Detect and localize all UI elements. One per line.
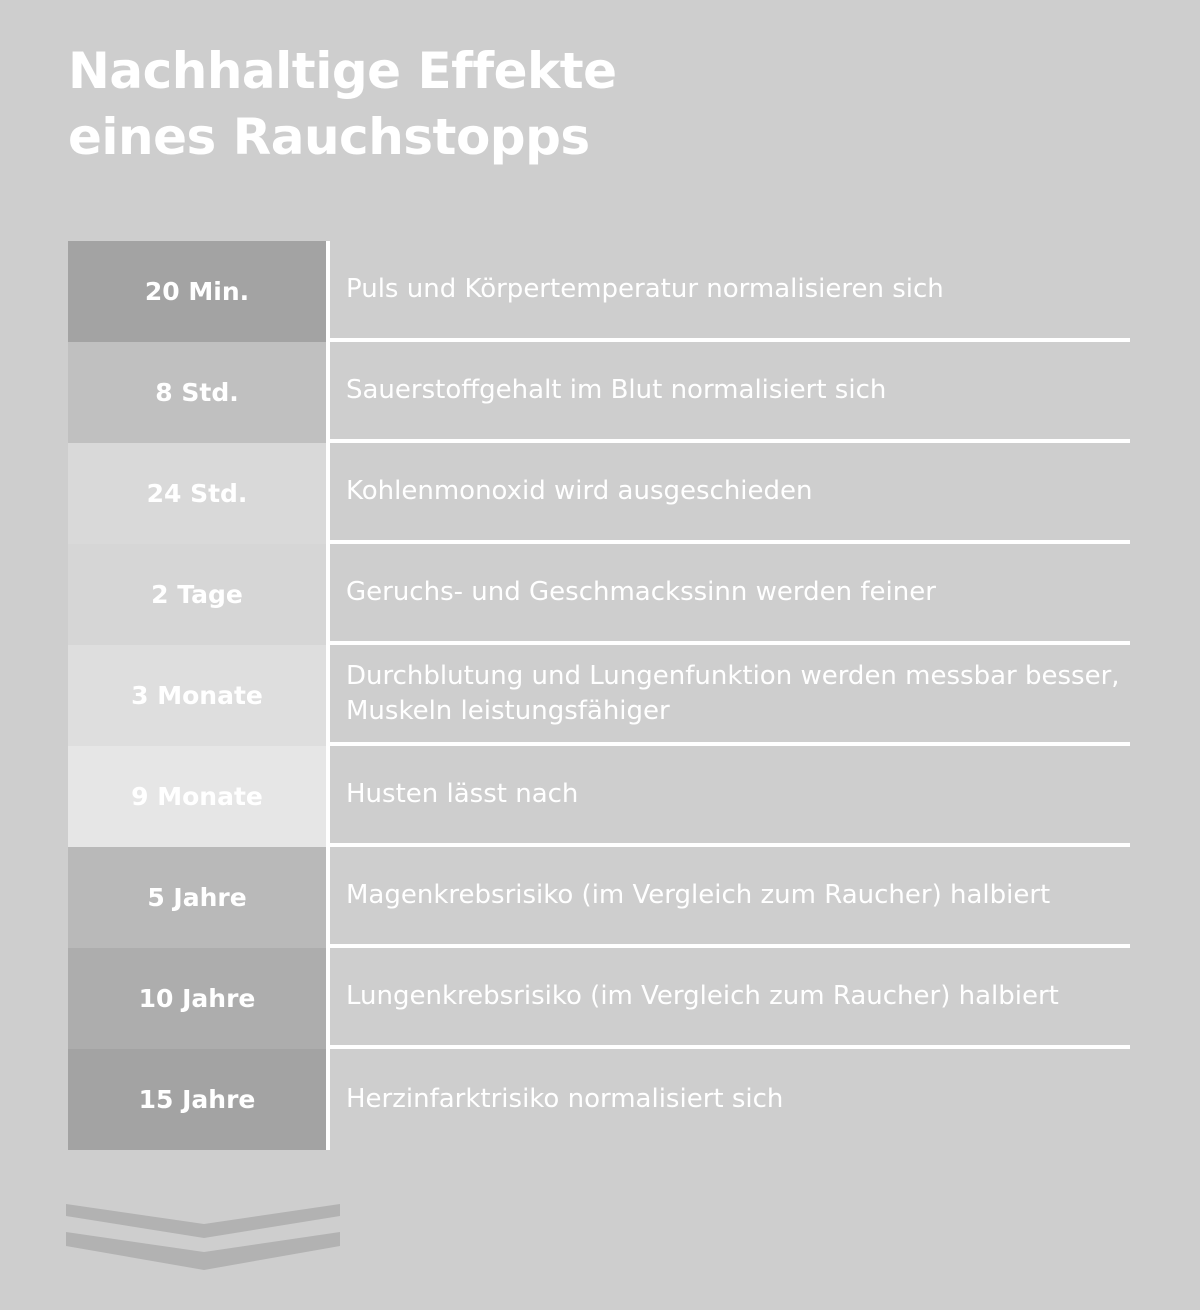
effect-description: Husten lässt nach — [330, 746, 1130, 847]
effect-description: Sauerstoffgehalt im Blut normalisiert sich — [330, 342, 1130, 443]
time-cell: 15 Jahre — [68, 1049, 326, 1150]
effects-table — [68, 241, 1130, 1150]
table-row — [68, 1049, 1130, 1150]
table-row — [68, 544, 1130, 645]
table-row — [68, 645, 1130, 746]
time-cell: 10 Jahre — [68, 948, 326, 1049]
effect-description: Geruchs- und Geschmackssinn werden feiner — [330, 544, 1130, 645]
effect-description: Magenkrebsrisiko (im Vergleich zum Raucher) halbiert — [330, 847, 1130, 948]
effect-description: Puls und Körpertemperatur normalisieren sich — [330, 241, 1130, 342]
title-line-2: eines Rauchstopps — [68, 108, 590, 166]
table-row — [68, 443, 1130, 544]
table-row — [68, 948, 1130, 1049]
title-line-1: Nachhaltige Effekte — [68, 42, 617, 100]
effect-description: Lungenkrebsrisiko (im Vergleich zum Raucher) halbiert — [330, 948, 1130, 1049]
time-cell: 8 Std. — [68, 342, 326, 443]
chevron-upper — [66, 1204, 340, 1238]
time-cell: 20 Min. — [68, 241, 326, 342]
table-row — [68, 746, 1130, 847]
effect-description: Durchblutung und Lungenfunktion werden messbar besser, Muskeln leistungsfähiger — [330, 645, 1130, 746]
time-cell: 3 Monate — [68, 645, 326, 746]
time-cell: 9 Monate — [68, 746, 326, 847]
table-row — [68, 847, 1130, 948]
double-chevron-down-icon — [66, 1204, 342, 1276]
table-row — [68, 241, 1130, 342]
time-cell: 2 Tage — [68, 544, 326, 645]
time-cell: 24 Std. — [68, 443, 326, 544]
time-cell: 5 Jahre — [68, 847, 326, 948]
effect-description: Kohlenmonoxid wird ausgeschieden — [330, 443, 1130, 544]
page-title — [68, 38, 617, 170]
effect-description: Herzinfarktrisiko normalisiert sich — [346, 1084, 784, 1114]
table-row — [68, 342, 1130, 443]
